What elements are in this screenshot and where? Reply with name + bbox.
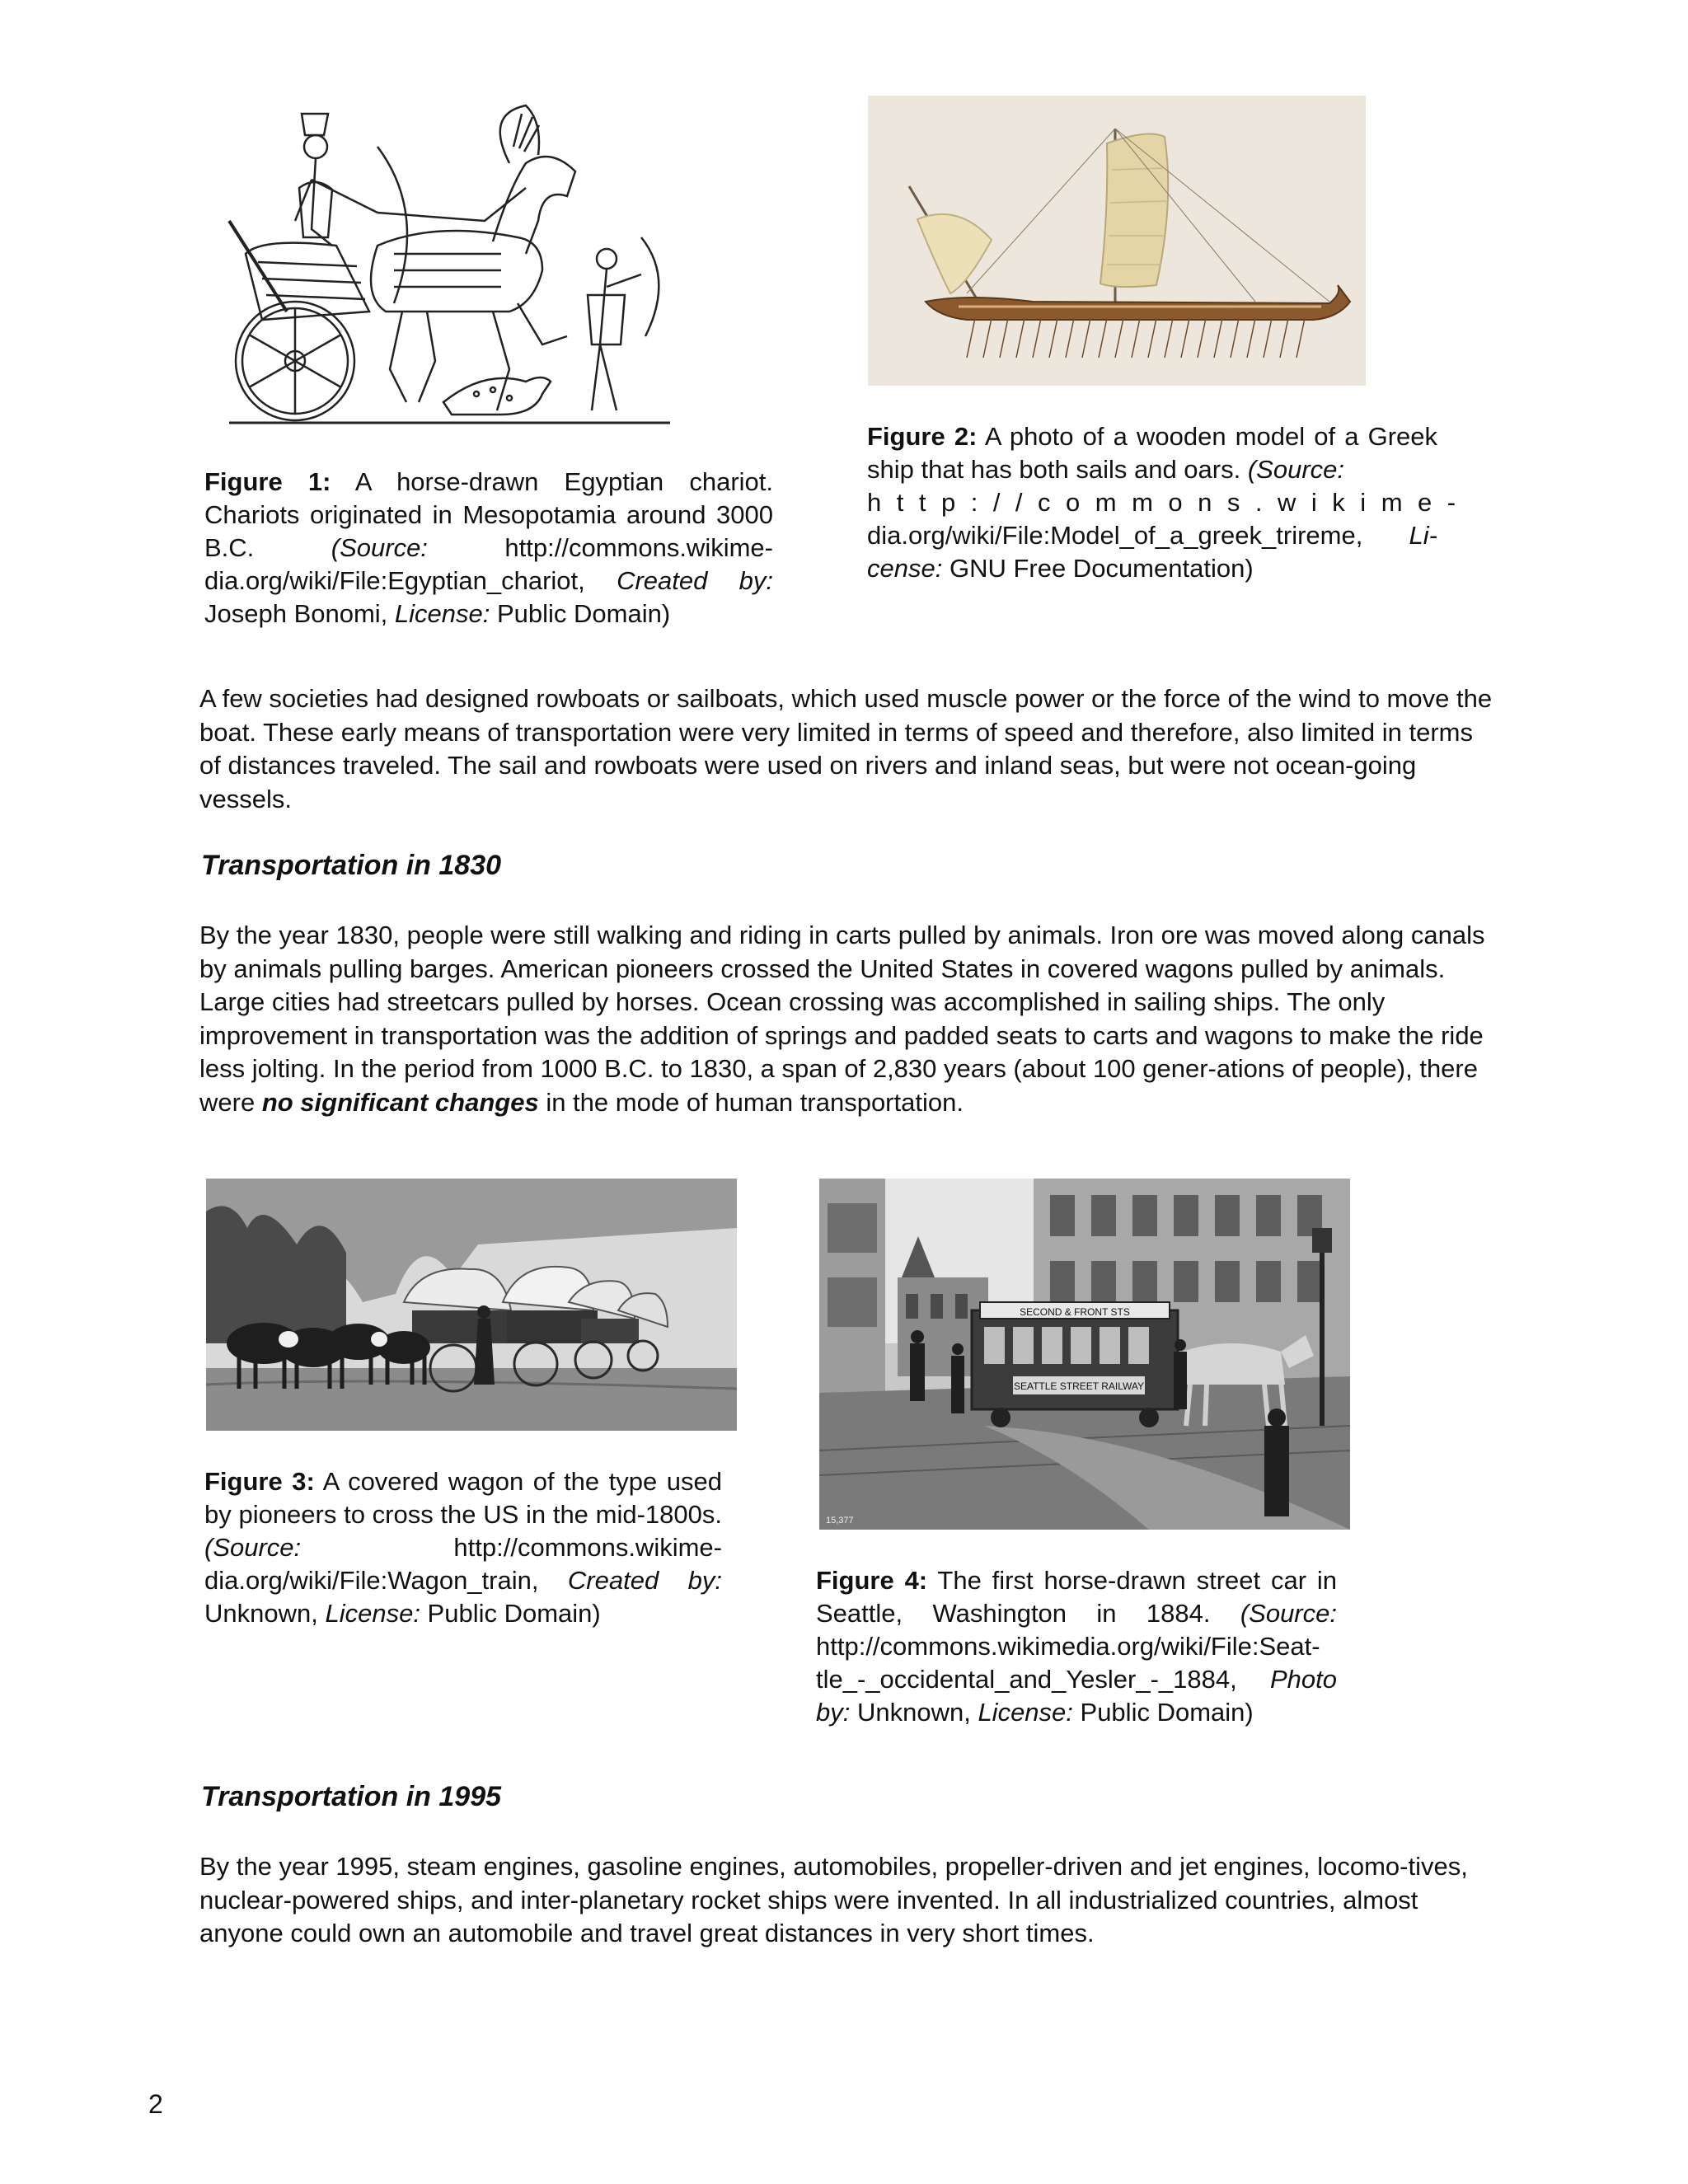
caption-source-url: http://commons.wikime-dia.org/wiki/File:Egyptian_chariot, — [204, 533, 773, 595]
paragraph-1995: By the year 1995, steam engines, gasoline engines, automobiles, propeller-driven and jet engines, locomo-tives, nuclear-powered ships, and inter-planetary rocket ships were invented. In all industrialized countries, almost anyone could own an automobile and travel great distances in very short times. — [199, 1852, 1468, 1947]
figure-2-caption — [867, 420, 1471, 585]
caption-source-url: dia.org/wiki/File:Model_of_a_greek_trireme, — [867, 521, 1409, 550]
caption-source-label: (Source: — [1247, 455, 1345, 484]
figure-label: Figure 1: — [204, 467, 331, 496]
emphasis-no-significant-changes: no significant changes — [261, 1087, 539, 1117]
caption-source-label: (Source: — [1240, 1599, 1337, 1628]
caption-license-label: License: — [325, 1599, 420, 1628]
caption-text: A photo of a wooden model of a Greek ship that has both sails and oars. — [867, 422, 1437, 484]
photo-number-text: 15,377 — [826, 1516, 854, 1526]
paragraph-1830 — [199, 919, 1493, 1119]
figure-label: Figure 3: — [204, 1467, 315, 1496]
covered-wagon-photo — [206, 1179, 737, 1431]
seattle-streetcar-photo — [819, 1179, 1350, 1530]
caption-license-label: License: — [978, 1698, 1073, 1727]
caption-license-value: Public Domain) — [1072, 1698, 1254, 1727]
figure-1-image — [213, 97, 674, 427]
caption-text: A covered wagon of the type used by pioneers to cross the US in the mid-1800s. — [204, 1467, 722, 1529]
caption-source-url: http://commons.wikimedia.org/wiki/File:Seat-tle_-_occidental_and_Yesler_-_1884, — [816, 1632, 1320, 1694]
paragraph-1830-text: By the year 1830, people were still walking and riding in carts pulled by animals. Iron ore was moved along canals by animals pulling barges. American pioneers crossed the United States in covered wagons pulled by animals. Large cities had streetcars pulled by horses. Ocean crossing was accomplished in sailing ships. The only improvement in transportation was the addition of springs and padded seats to carts and wagons to make the ride less jolting. In the period from 1000 B.C. to 1830, a span of 2,830 years (about 100 gener-ations of people), there were — [199, 921, 1485, 1117]
heading-1830: Transportation in 1830 — [201, 850, 502, 881]
caption-source-label: (Source: — [204, 1533, 302, 1562]
chariot-drawing — [213, 97, 674, 427]
figure-4-image — [819, 1179, 1350, 1530]
page-number: 2 — [148, 2089, 163, 2119]
figure-1-caption — [204, 466, 773, 630]
caption-source-url: http://commons.wikime-dia.org/wiki/File:Wagon_train, — [204, 1533, 722, 1595]
caption-creator-label: Created by: — [567, 1566, 722, 1595]
streetcar-side-text: SEATTLE STREET RAILWAY — [1013, 1380, 1145, 1392]
figure-3-caption — [204, 1465, 722, 1630]
figure-label: Figure 4: — [816, 1566, 928, 1595]
caption-creator-value: Unknown, — [850, 1698, 978, 1727]
caption-text: The first horse-drawn street car in Seattle, Washington in 1884. — [816, 1566, 1338, 1628]
caption-license-value: GNU Free Documentation) — [942, 554, 1254, 583]
figure-label: Figure 2: — [867, 422, 978, 451]
figure-2-image — [868, 96, 1366, 386]
caption-creator-label: Created by: — [617, 566, 773, 595]
caption-license-label: Li-cense: — [867, 521, 1437, 583]
caption-creator-label: Photo by: — [816, 1665, 1337, 1727]
caption-text: A horse-drawn Egyptian chariot. Chariots originated in Mesopotamia around 3000 B.C. — [204, 467, 773, 562]
greek-ship-photo — [868, 96, 1366, 386]
paragraph-boats: A few societies had designed rowboats or sailboats, which used muscle power or the force of the wind to move the boat. These early means of transportation were very limited in terms of speed and therefore, also limited in terms of distances traveled. The sail and rowboats were used on rivers and inland seas, but were not ocean-going vessels. — [199, 684, 1493, 813]
caption-source-label: (Source: — [331, 533, 428, 562]
streetcar-sign-text: SECOND & FRONT STS — [1020, 1306, 1130, 1318]
caption-license-label: License: — [394, 599, 490, 628]
figure-4-caption — [816, 1564, 1337, 1729]
caption-creator-value: Unknown, — [204, 1599, 326, 1628]
caption-source-url-line: http://commons.wikime- — [867, 488, 1471, 517]
figure-3-image — [206, 1179, 737, 1431]
caption-license-value: Public Domain) — [420, 1599, 601, 1628]
paragraph-1830-end: in the mode of human transportation. — [538, 1087, 964, 1117]
caption-license-value: Public Domain) — [490, 599, 671, 628]
caption-creator-value: Joseph Bonomi, — [204, 599, 395, 628]
heading-1995: Transportation in 1995 — [201, 1781, 502, 1812]
